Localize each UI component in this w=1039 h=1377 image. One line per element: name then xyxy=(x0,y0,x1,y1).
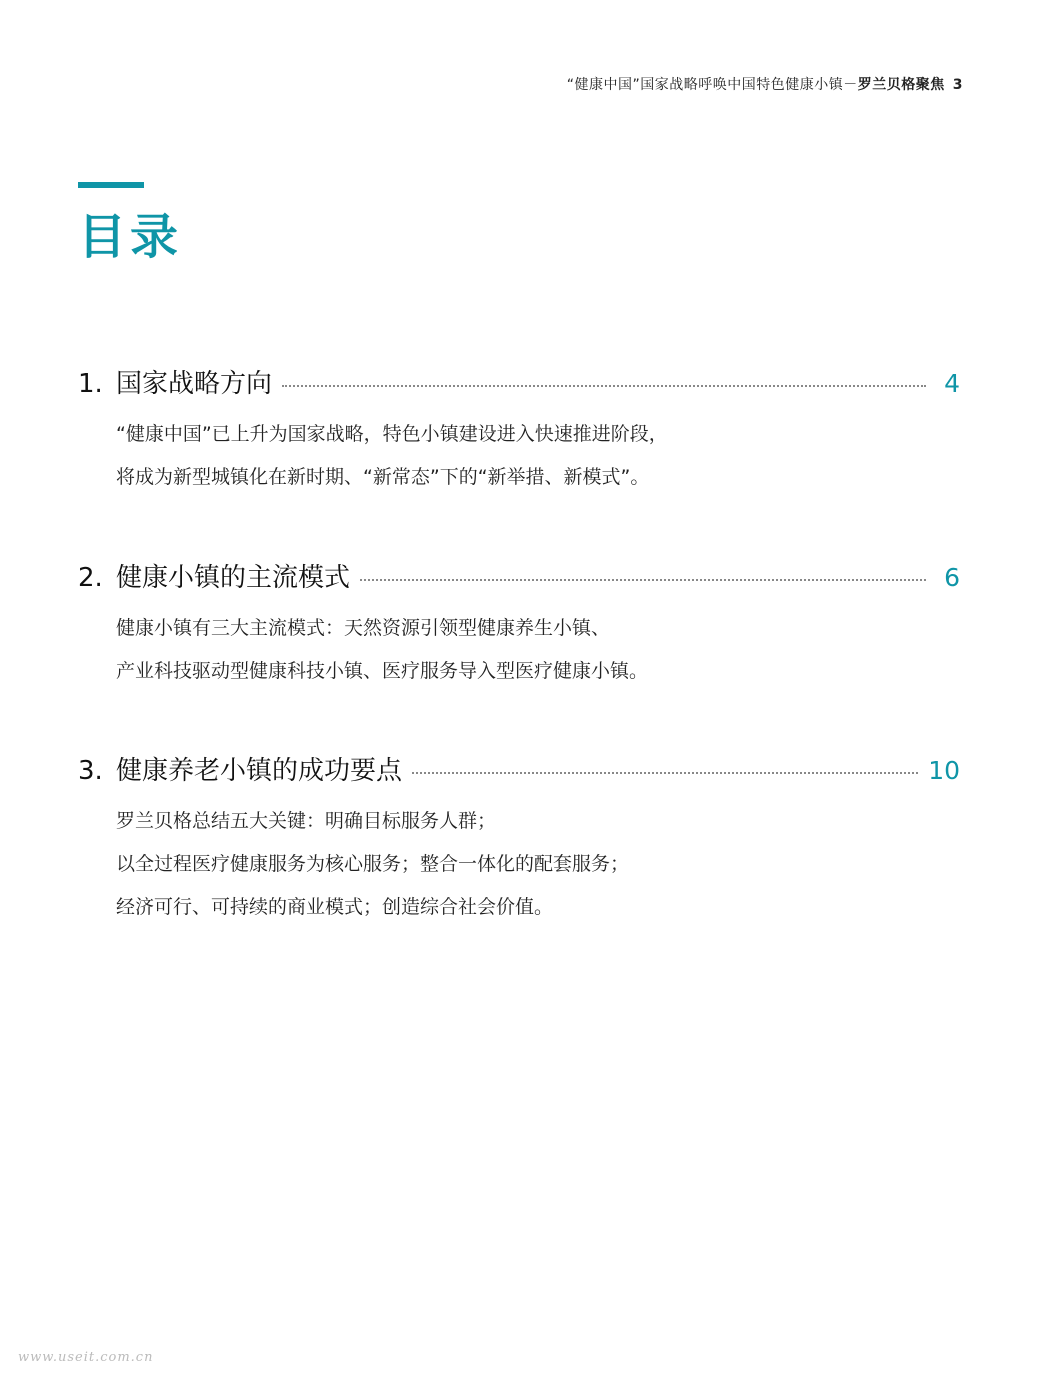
page-header xyxy=(567,74,963,94)
dot-leader xyxy=(360,579,926,581)
watermark: www.useit.com.cn xyxy=(18,1350,154,1365)
toc-entry-description xyxy=(116,800,960,929)
toc-entry-heading[interactable] xyxy=(78,367,960,401)
description-line: 将成为新型城镇化在新时期、“新常态”下的“新举措、新模式”。 xyxy=(116,466,650,488)
toc-entry-number: 2. xyxy=(78,563,103,593)
toc-title: 目录 xyxy=(78,209,183,265)
toc-entry-title[interactable]: 国家战略方向 xyxy=(116,369,273,399)
toc-entry-1[interactable] xyxy=(78,367,960,499)
toc-entry-2[interactable] xyxy=(78,561,960,693)
accent-bar xyxy=(78,182,144,188)
header-page-number: 3 xyxy=(952,77,963,93)
toc-entry-number: 1. xyxy=(78,369,103,399)
toc-entry-title[interactable]: 健康小镇的主流模式 xyxy=(116,563,351,593)
dot-leader xyxy=(412,772,918,774)
toc-entry-description xyxy=(116,607,960,693)
toc-entry-heading[interactable] xyxy=(78,561,960,595)
description-line: “健康中国”已上升为国家战略，特色小镇建设进入快速推进阶段， xyxy=(116,423,668,445)
description-line: 罗兰贝格总结五大关键：明确目标服务人群； xyxy=(116,810,497,832)
description-line: 经济可行、可持续的商业模式；创造综合社会价值。 xyxy=(116,896,554,918)
header-brand: 罗兰贝格聚焦 xyxy=(857,77,945,93)
toc-entry-3[interactable] xyxy=(78,754,960,929)
dot-leader xyxy=(282,385,926,387)
toc-entry-page[interactable]: 10 xyxy=(928,756,960,785)
header-title: “健康中国”国家战略呼唤中国特色健康小镇－ xyxy=(566,77,858,93)
description-line: 产业科技驱动型健康科技小镇、医疗服务导入型医疗健康小镇。 xyxy=(116,660,649,682)
toc-entry-title[interactable]: 健康养老小镇的成功要点 xyxy=(116,756,403,786)
toc-entry-number: 3. xyxy=(78,756,103,786)
toc-entry-heading[interactable] xyxy=(78,754,960,788)
description-line: 以全过程医疗健康服务为核心服务；整合一体化的配套服务； xyxy=(116,853,630,875)
toc-entry-description xyxy=(116,413,960,499)
description-line: 健康小镇有三大主流模式：天然资源引领型健康养生小镇、 xyxy=(116,617,611,639)
toc-entry-page[interactable]: 4 xyxy=(944,369,960,398)
toc-entry-page[interactable]: 6 xyxy=(944,563,960,592)
